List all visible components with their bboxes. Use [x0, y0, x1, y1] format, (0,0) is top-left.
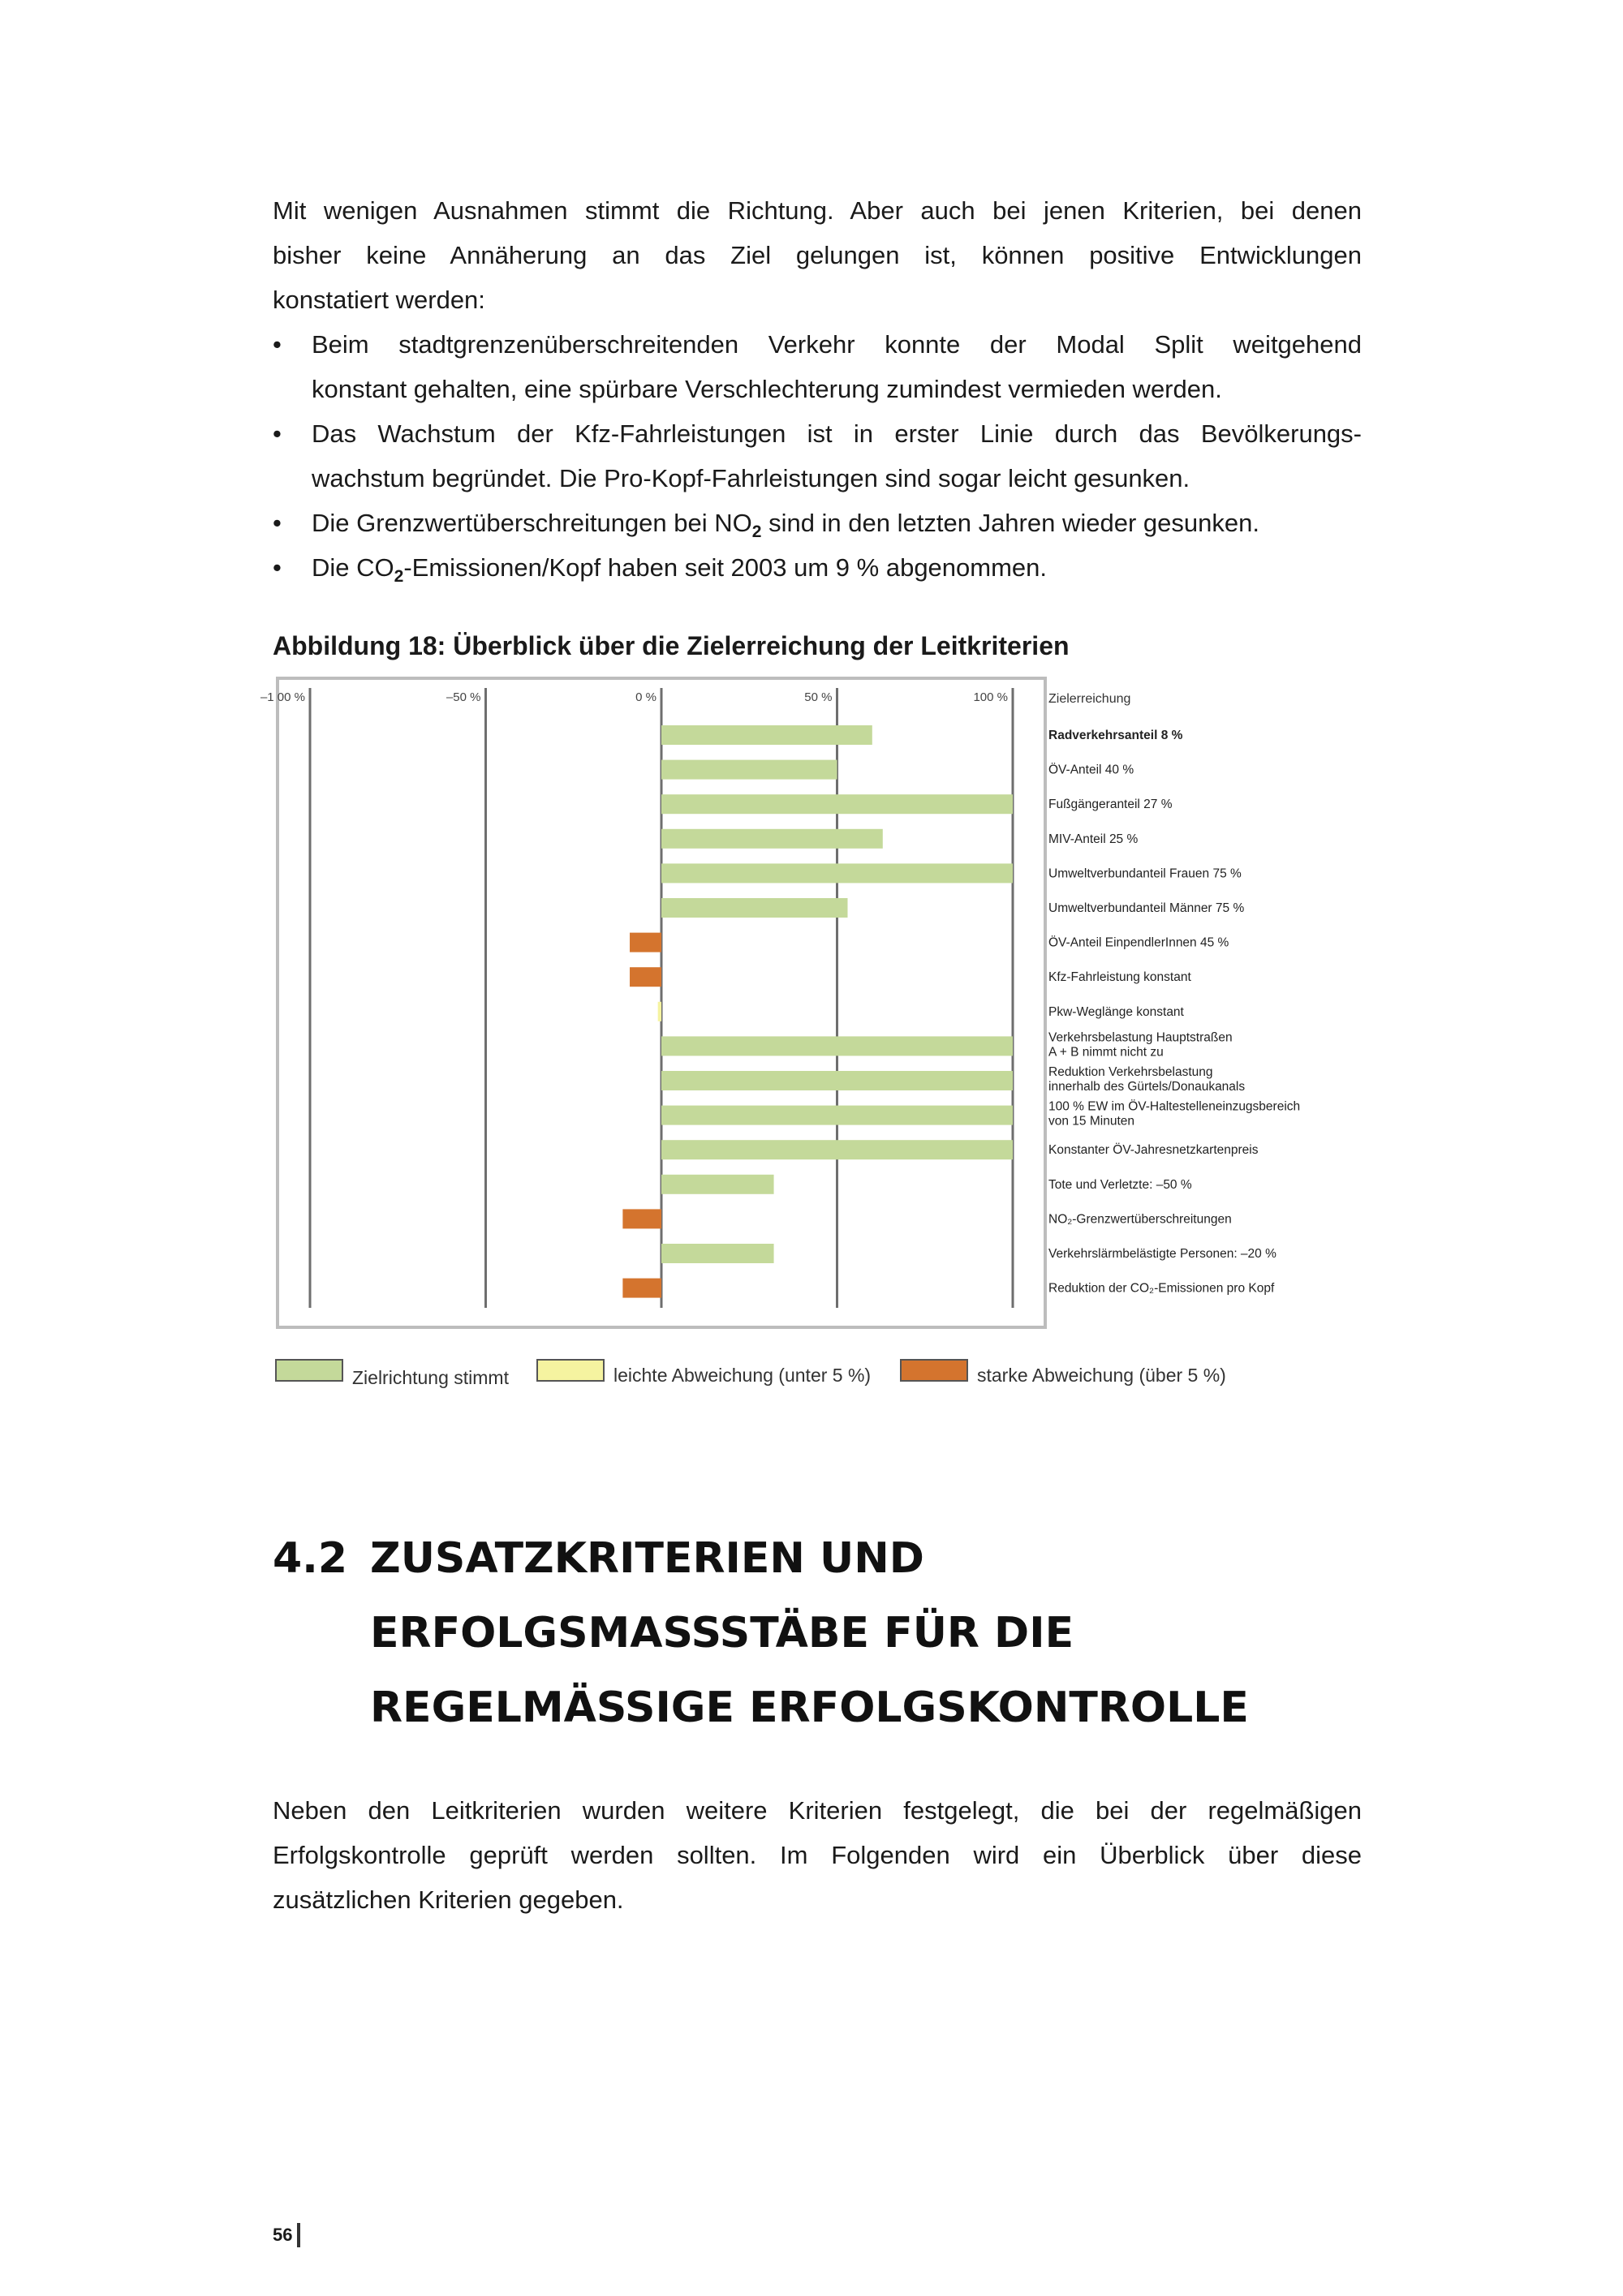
bar [661, 760, 837, 780]
bullet-dot-icon: • [273, 553, 282, 582]
category-label: ÖV-Anteil 40 % [1048, 763, 1134, 777]
section-title-line: ERFOLGSMASSSTÄBE FÜR DIE [370, 1609, 1074, 1658]
bar [661, 1175, 774, 1194]
category-label: innerhalb des Gürtels/Donaukanals [1048, 1080, 1246, 1094]
category-label: Konstanter ÖV-Jahresnetzkartenpreis [1048, 1143, 1259, 1158]
x-tick-label: 50 % [804, 690, 833, 704]
category-label: Tote und Verletzte: –50 % [1048, 1177, 1192, 1192]
chart-title: Zielerreichung [1048, 692, 1131, 706]
page-number: 56 [273, 2225, 293, 2245]
outro-line: Erfolgskontrolle geprüft werden sollten. Im Folgenden wird ein Überblick über diese [273, 1841, 1362, 1869]
bar [630, 933, 661, 952]
intro-line: bisher keine Annäherung an das Ziel gelungen ist, können positive Entwicklungen [273, 241, 1362, 269]
intro-line: Mit wenigen Ausnahmen stimmt die Richtung. Aber auch bei jenen Kriterien, bei denen [273, 196, 1362, 225]
bar [658, 1002, 661, 1021]
category-label: Verkehrslärmbelästigte Personen: –20 % [1048, 1247, 1276, 1261]
category-label: Radverkehrsanteil 8 % [1048, 729, 1183, 742]
bar [661, 1071, 1013, 1090]
legend-swatch [537, 1360, 604, 1381]
intro-line: konstatiert werden: [273, 286, 485, 314]
x-tick-label: –1 00 % [260, 690, 305, 704]
category-label: Reduktion der CO₂-Emissionen pro Kopf [1048, 1281, 1275, 1296]
bullet-dot-icon: • [273, 419, 282, 448]
category-label: Umweltverbundanteil Männer 75 % [1048, 901, 1245, 915]
bar [622, 1209, 661, 1228]
bullet-text: Die Grenzwertüberschreitungen bei NO [312, 509, 752, 537]
bullet-line: konstant gehalten, eine spürbare Verschlechterung zumindest vermieden werden. [312, 375, 1222, 403]
bullet-line: Beim stadtgrenzenüberschreitenden Verkehr konnte der Modal Split weitgehend [312, 330, 1362, 359]
bullet-text: Die CO [312, 553, 394, 582]
legend-label: Zielrichtung stimmt [352, 1367, 509, 1388]
section-title-line: ZUSATZKRITERIEN UND [370, 1534, 924, 1583]
bar [661, 829, 883, 849]
x-tick-label: 100 % [973, 690, 1008, 704]
outro-line: Neben den Leitkriterien wurden weitere Kriterien festgelegt, die bei der regelmäßigen [273, 1796, 1362, 1825]
outro-line: zusätzlichen Kriterien gegeben. [273, 1885, 624, 1914]
legend-swatch [901, 1360, 967, 1381]
bar [630, 967, 661, 987]
category-label: Verkehrsbelastung Hauptstraßen [1048, 1030, 1233, 1045]
bar [661, 1140, 1013, 1159]
outro-paragraph [273, 1788, 1362, 1922]
category-label: Umweltverbundanteil Frauen 75 % [1048, 866, 1242, 881]
bullet-dot-icon: • [273, 509, 282, 537]
bar [661, 863, 1013, 883]
bullet-line: Das Wachstum der Kfz-Fahrleistungen ist in erster Linie durch das Bevölkerungs- [312, 419, 1362, 448]
bullet-line: wachstum begründet. Die Pro-Kopf-Fahrleistungen sind sogar leicht gesunken. [312, 464, 1190, 492]
bar [661, 725, 872, 745]
page-number-bar [297, 2223, 300, 2247]
bullet-text: -Emissionen/Kopf haben seit 2003 um 9 % abgenommen. [403, 553, 1048, 582]
category-label: A + B nimmt nicht zu [1048, 1045, 1164, 1060]
bar [661, 1036, 1013, 1056]
bar [622, 1279, 661, 1298]
category-label: NO₂-Grenzwertüberschreitungen [1048, 1212, 1232, 1227]
category-label: Fußgängeranteil 27 % [1048, 798, 1173, 812]
x-tick-label: 0 % [635, 690, 657, 704]
bar [661, 898, 847, 918]
legend-swatch [276, 1360, 342, 1381]
figure-caption: Abbildung 18: Überblick über die Zielerreichung der Leitkriterien [273, 631, 1070, 660]
category-label: ÖV-Anteil EinpendlerInnen 45 % [1048, 935, 1229, 950]
x-tick-label: –50 % [446, 690, 481, 704]
subscript: 2 [394, 567, 404, 586]
subscript: 2 [751, 522, 762, 541]
section-number: 4.2 [273, 1534, 348, 1583]
bar [661, 1244, 774, 1263]
category-label: von 15 Minuten [1048, 1114, 1134, 1129]
category-label: 100 % EW im ÖV-Haltestelleneinzugsbereich [1048, 1099, 1301, 1114]
bar [661, 1106, 1013, 1125]
bar [661, 794, 1013, 814]
category-label: Pkw-Weglänge konstant [1048, 1004, 1184, 1019]
category-label: Reduktion Verkehrsbelastung [1048, 1065, 1213, 1079]
category-label: Kfz-Fahrleistung konstant [1048, 970, 1191, 985]
legend-label: starke Abweichung (über 5 %) [977, 1365, 1226, 1386]
section-title-line: REGELMÄSSIGE ERFOLGSKONTROLLE [370, 1683, 1249, 1732]
bullet-dot-icon: • [273, 330, 282, 359]
section-title [370, 1521, 1384, 1745]
legend-label: leichte Abweichung (unter 5 %) [613, 1365, 872, 1386]
category-label: MIV-Anteil 25 % [1048, 832, 1139, 846]
bullet-text: sind in den letzten Jahren wieder gesunken. [761, 509, 1259, 537]
